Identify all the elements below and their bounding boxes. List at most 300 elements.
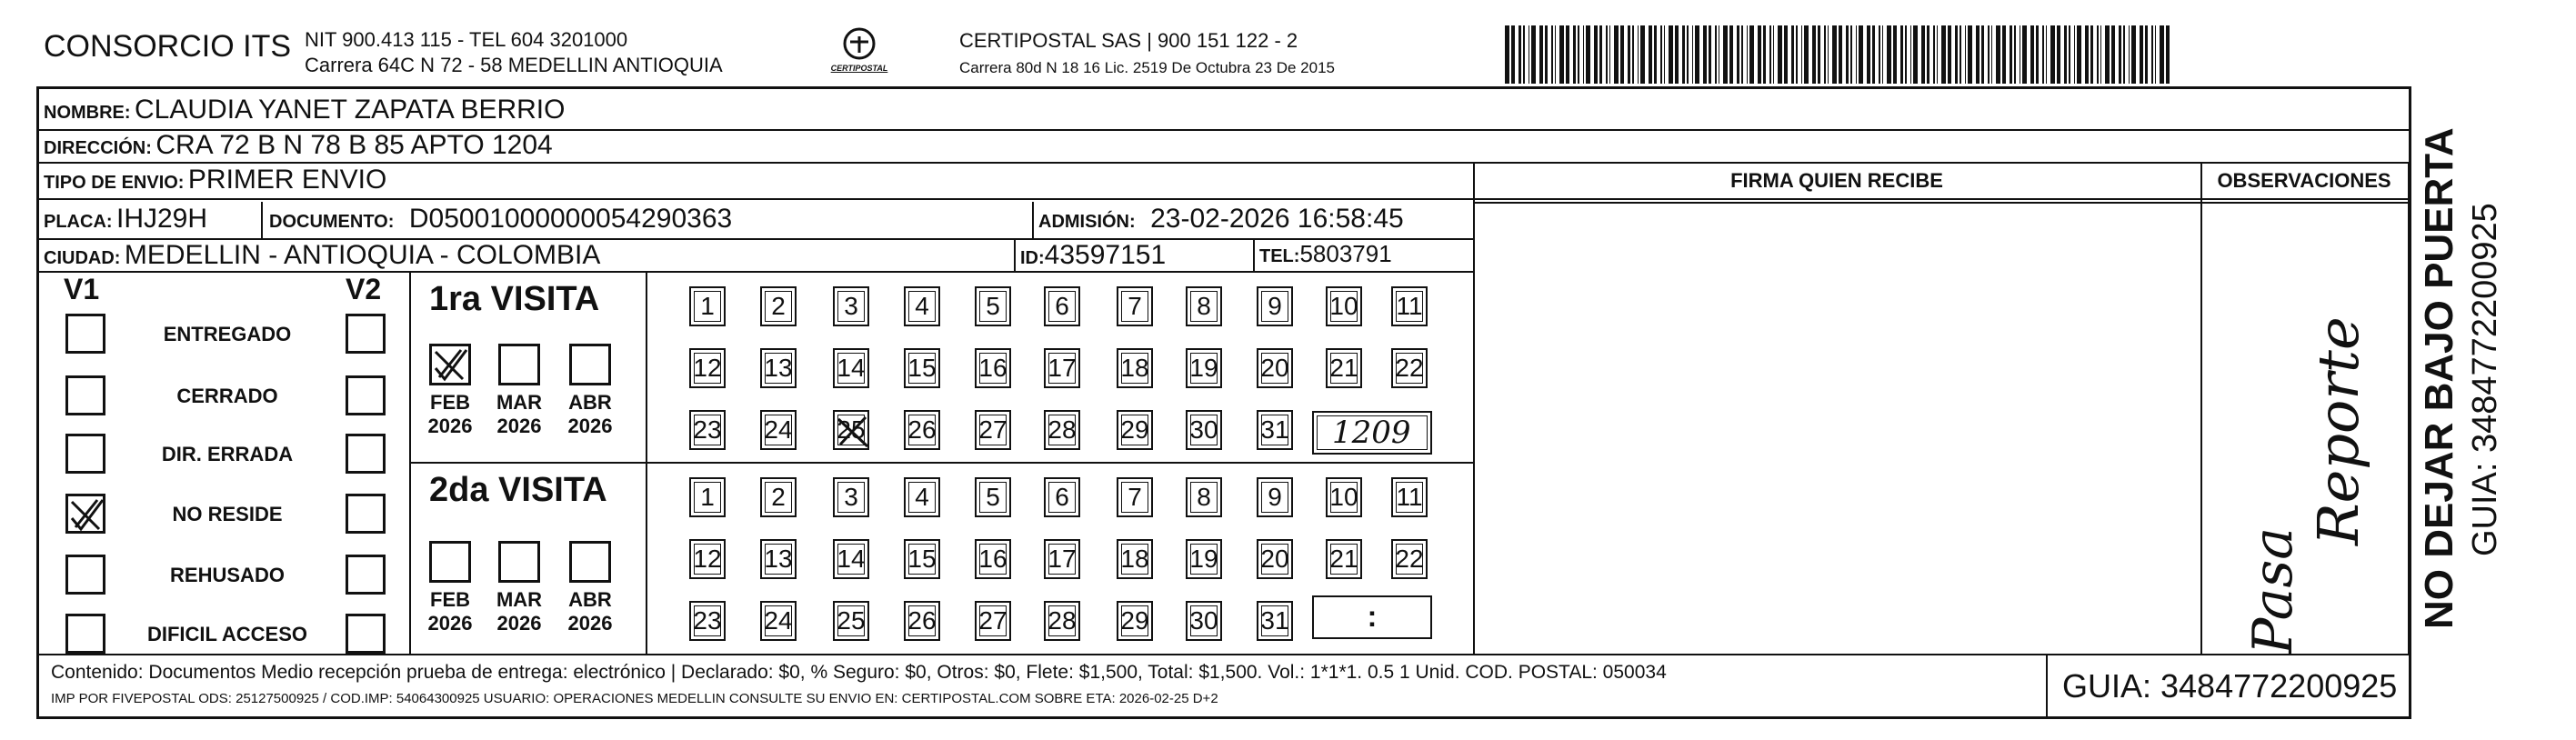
barcode-bar xyxy=(1910,25,1911,84)
barcode-bar xyxy=(2090,25,2093,84)
barcode-bar xyxy=(1812,25,1816,84)
month-checkbox[interactable] xyxy=(429,344,471,385)
barcode-bar xyxy=(1991,25,1992,84)
day-cell[interactable] xyxy=(1186,539,1222,579)
day-cell[interactable] xyxy=(760,477,797,517)
barcode xyxy=(1505,25,2178,84)
observaciones-label: OBSERVACIONES xyxy=(2217,169,2391,192)
barcode-bar xyxy=(1937,25,1938,84)
day-number: 7 xyxy=(1128,483,1142,511)
barcode-bar xyxy=(1555,25,1556,84)
barcode-bar xyxy=(2057,25,2060,84)
divider xyxy=(2046,654,2048,719)
direccion-row xyxy=(44,130,553,161)
barcode-bar xyxy=(1606,25,1608,84)
day-cell[interactable] xyxy=(1326,286,1362,326)
month-name: MAR xyxy=(496,391,543,414)
day-cell[interactable] xyxy=(833,410,869,450)
day-number: 22 xyxy=(1395,354,1424,382)
day-number: 2 xyxy=(771,483,786,511)
barcode-bar xyxy=(2129,25,2130,84)
barcode-bar xyxy=(1551,25,1553,84)
barcode-bar xyxy=(1965,25,1966,84)
barcode-bar xyxy=(1583,25,1584,84)
day-number: 31 xyxy=(1260,415,1289,444)
day-cell[interactable] xyxy=(1117,539,1153,579)
day-number: 4 xyxy=(915,483,929,511)
day-number: 13 xyxy=(764,354,793,382)
barcode-bar xyxy=(1850,25,1852,84)
day-number: 23 xyxy=(693,415,722,444)
day-cell[interactable] xyxy=(904,477,940,517)
barcode-bar xyxy=(1913,25,1918,84)
day-number: 25 xyxy=(837,606,866,635)
month-name: ABR xyxy=(568,588,612,611)
month-year: 2026 xyxy=(496,612,542,635)
month-name: ABR xyxy=(568,391,612,414)
divider xyxy=(36,162,2411,164)
nit-line: NIT 900.413 115 - TEL 604 3201000 xyxy=(305,28,628,51)
day-cell[interactable] xyxy=(1326,477,1362,517)
day-number: 17 xyxy=(1047,545,1077,573)
day-number: 12 xyxy=(693,354,722,382)
barcode-bar xyxy=(1628,25,1630,84)
documento-label: DOCUMENTO: xyxy=(269,212,395,232)
divider xyxy=(36,271,1473,273)
barcode-bar xyxy=(1638,25,1639,84)
barcode-bar xyxy=(1741,25,1743,84)
barcode-bar xyxy=(1867,25,1870,84)
day-cell[interactable] xyxy=(904,410,940,450)
day-number: 10 xyxy=(1329,483,1358,511)
barcode-bar xyxy=(2010,25,2012,84)
day-number: 15 xyxy=(907,354,937,382)
v1-checkbox[interactable] xyxy=(65,375,105,415)
day-cell[interactable] xyxy=(1186,477,1222,517)
barcode-bar xyxy=(1649,25,1652,84)
logo-emblem-icon xyxy=(841,25,877,62)
day-cell[interactable] xyxy=(760,286,797,326)
day-cell[interactable] xyxy=(833,286,869,326)
day-number: 26 xyxy=(907,415,937,444)
day-cell[interactable] xyxy=(975,410,1011,450)
day-number: 2 xyxy=(771,292,786,320)
day-number: 25 xyxy=(837,415,866,444)
day-cell[interactable] xyxy=(904,348,940,388)
day-cell[interactable] xyxy=(760,410,797,450)
barcode-bar xyxy=(1545,25,1548,84)
status-label: DIFICIL ACCESO xyxy=(146,623,307,645)
day-cell[interactable] xyxy=(904,601,940,641)
day-cell[interactable] xyxy=(1117,601,1153,641)
barcode-bar xyxy=(1511,25,1515,84)
barcode-bar xyxy=(1778,25,1782,84)
day-number: 20 xyxy=(1260,354,1289,382)
divider xyxy=(1473,198,2411,200)
barcode-bar xyxy=(1703,25,1707,84)
tel-row xyxy=(1259,240,1392,268)
barcode-bar xyxy=(1976,25,1980,84)
barcode-bar xyxy=(1988,25,1990,84)
day-cell[interactable] xyxy=(833,601,869,641)
day-number: 18 xyxy=(1120,545,1149,573)
day-cell[interactable] xyxy=(1391,477,1428,517)
barcode-bar xyxy=(1559,25,1564,84)
barcode-bar xyxy=(2119,25,2121,84)
barcode-bar xyxy=(1758,25,1761,84)
barcode-bar xyxy=(1955,25,1958,84)
barcode-bar xyxy=(1599,25,1602,84)
footer-contenido: Contenido: Documentos Medio recepción prueba de entrega: electrónico | Declarado: $0, % Seguro: $0, Otros: $0, Flete: $1,500, Total: $1,500. Vol.: 1*1*1. 0.5 1 Unid. COD. POSTAL: 050034 xyxy=(51,662,1667,683)
day-number: 8 xyxy=(1197,292,1211,320)
firma-header xyxy=(1473,169,2200,193)
day-cell[interactable] xyxy=(1044,348,1080,388)
barcode-bar xyxy=(1824,25,1826,84)
day-cell[interactable] xyxy=(904,539,940,579)
day-cell[interactable] xyxy=(689,539,726,579)
barcode-bar xyxy=(1801,25,1802,84)
month-checkbox[interactable] xyxy=(498,344,540,385)
id-value: 43597151 xyxy=(1044,240,1167,270)
day-cell[interactable] xyxy=(833,539,869,579)
day-cell[interactable] xyxy=(1257,286,1293,326)
barcode-bar xyxy=(1632,25,1634,84)
day-cell[interactable] xyxy=(760,539,797,579)
barcode-bar xyxy=(2085,25,2089,84)
company-name: CONSORCIO ITS xyxy=(44,29,292,64)
admision-row xyxy=(1038,204,1404,235)
day-cell[interactable] xyxy=(1186,410,1222,450)
barcode-bar xyxy=(2145,25,2148,84)
observation-handwriting-1: Pasa xyxy=(2241,526,2305,655)
day-number: 22 xyxy=(1395,545,1424,573)
barcode-bar xyxy=(1675,25,1679,84)
barcode-bar xyxy=(2131,25,2136,84)
barcode-bar xyxy=(1723,25,1728,84)
certipostal-logo-icon xyxy=(814,25,905,89)
barcode-bar xyxy=(2064,25,2067,84)
barcode-bar xyxy=(2160,25,2164,84)
day-cell[interactable] xyxy=(1117,348,1153,388)
barcode-bar xyxy=(1784,25,1788,84)
barcode-bar xyxy=(1578,25,1579,84)
barcode-bar xyxy=(1519,25,1521,84)
barcode-bar xyxy=(1900,25,1903,84)
v2-header: V2 xyxy=(346,273,382,305)
day-number: 29 xyxy=(1120,415,1149,444)
nombre-row xyxy=(44,95,565,125)
divider xyxy=(2408,162,2410,654)
day-number: 9 xyxy=(1268,483,1282,511)
day-number: 16 xyxy=(978,545,1007,573)
day-cell[interactable] xyxy=(1257,348,1293,388)
barcode-bar xyxy=(1818,25,1820,84)
day-number: 27 xyxy=(978,415,1007,444)
barcode-bar xyxy=(1882,25,1883,84)
barcode-bar xyxy=(1773,25,1774,84)
side-warning: NO DEJAR BAJO PUERTA xyxy=(2417,127,2461,629)
logo-text: CERTIPOSTAL xyxy=(830,64,888,73)
footer-guia: GUIA: 3484772200925 xyxy=(2062,667,2398,705)
direccion-label: DIRECCIÓN: xyxy=(44,138,152,158)
day-cell[interactable] xyxy=(833,477,869,517)
id-row xyxy=(1020,240,1166,271)
v1-checkbox[interactable] xyxy=(65,614,105,654)
month-name: MAR xyxy=(496,588,543,611)
day-number: 28 xyxy=(1047,606,1077,635)
barcode-bar xyxy=(2022,25,2027,84)
day-number: 3 xyxy=(844,483,858,511)
observation-handwriting-2: Reporte xyxy=(2305,316,2371,545)
month-checkbox[interactable] xyxy=(429,541,471,583)
v2-checkbox[interactable] xyxy=(346,555,386,595)
day-number: 28 xyxy=(1047,415,1077,444)
barcode-bar xyxy=(1614,25,1619,84)
day-cell[interactable] xyxy=(1186,348,1222,388)
divider xyxy=(1473,162,1475,654)
day-cell[interactable] xyxy=(1257,539,1293,579)
day-cell[interactable] xyxy=(1044,477,1080,517)
visit2-time-box[interactable] xyxy=(1312,595,1432,639)
day-cell[interactable] xyxy=(689,410,726,450)
v2-checkbox[interactable] xyxy=(346,314,386,354)
barcode-bar xyxy=(1609,25,1610,84)
tipo-row xyxy=(44,165,386,195)
barcode-bar xyxy=(1859,25,1863,84)
month-name: FEB xyxy=(430,588,470,611)
day-cell[interactable] xyxy=(1186,286,1222,326)
barcode-bar xyxy=(2151,25,2153,84)
barcode-bar xyxy=(1893,25,1897,84)
barcode-bar xyxy=(1664,25,1665,84)
barcode-bar xyxy=(1539,25,1543,84)
v2-checkbox[interactable] xyxy=(346,494,386,534)
day-cell[interactable] xyxy=(1391,348,1428,388)
v2-checkbox[interactable] xyxy=(346,434,386,474)
day-cell[interactable] xyxy=(1257,601,1293,641)
day-cell[interactable] xyxy=(1117,410,1153,450)
day-number: 14 xyxy=(837,545,866,573)
documento-row xyxy=(269,204,732,235)
barcode-bar xyxy=(1709,25,1711,84)
observaciones-header xyxy=(2200,169,2408,193)
barcode-bar xyxy=(1586,25,1590,84)
documento-value: D05001000000054290363 xyxy=(408,204,733,234)
barcode-bar xyxy=(2155,25,2156,84)
barcode-bar xyxy=(1839,25,1842,84)
day-number: 18 xyxy=(1120,354,1149,382)
barcode-bar xyxy=(1640,25,1645,84)
day-number: 5 xyxy=(986,292,1000,320)
barcode-bar xyxy=(1682,25,1685,84)
barcode-bar xyxy=(1941,25,1946,84)
visit1-time-box[interactable] xyxy=(1312,411,1432,455)
day-number: 11 xyxy=(1396,483,1423,511)
day-number: 17 xyxy=(1047,354,1077,382)
barcode-bar xyxy=(1933,25,1935,84)
month-label xyxy=(492,391,546,438)
day-cell[interactable] xyxy=(975,539,1011,579)
tel-value: 5803791 xyxy=(1299,240,1392,267)
day-cell[interactable] xyxy=(689,477,726,517)
day-number: 1 xyxy=(700,292,715,320)
barcode-bar xyxy=(1687,25,1689,84)
status-label: REHUSADO xyxy=(170,564,285,586)
day-number: 31 xyxy=(1260,606,1289,635)
day-cell[interactable] xyxy=(1326,348,1362,388)
barcode-bar xyxy=(2111,25,2115,84)
day-number: 9 xyxy=(1268,292,1282,320)
day-number: 11 xyxy=(1396,292,1423,320)
day-number: 16 xyxy=(978,354,1007,382)
day-cell[interactable] xyxy=(760,601,797,641)
barcode-bar xyxy=(2140,25,2143,84)
barcode-bar xyxy=(1747,25,1748,84)
visit1-time-value: 1209 xyxy=(1332,415,1411,451)
day-cell[interactable] xyxy=(689,348,726,388)
barcode-bar xyxy=(1594,25,1598,84)
barcode-bar xyxy=(1654,25,1657,84)
company-address: Carrera 64C N 72 - 58 MEDELLIN ANTIOQUIA xyxy=(305,54,723,76)
day-cell[interactable] xyxy=(833,348,869,388)
day-number: 26 xyxy=(907,606,937,635)
status-label: ENTREGADO xyxy=(163,323,292,345)
day-cell[interactable] xyxy=(1391,286,1428,326)
barcode-bar xyxy=(1523,25,1525,84)
month-name: FEB xyxy=(430,391,470,414)
day-number: 6 xyxy=(1055,483,1069,511)
day-cell[interactable] xyxy=(1044,286,1080,326)
month-label xyxy=(492,588,546,635)
day-cell[interactable] xyxy=(689,601,726,641)
footer-imp: IMP POR FIVEPOSTAL ODS: 25127500925 / COD.IMP: 54064300925 USUARIO: OPERACIONES MEDELLIN CONSULTE SU ENVIO EN: CERTIPOSTAL.COM SOBRE ETA: 2026-02-25 D+2 xyxy=(51,691,1218,706)
ciudad-value: MEDELLIN - ANTIOQUIA - COLOMBIA xyxy=(124,240,601,270)
barcode-bar xyxy=(1695,25,1699,84)
month-label xyxy=(563,391,617,438)
month-year: 2026 xyxy=(567,415,613,437)
month-checkbox[interactable] xyxy=(569,541,611,583)
barcode-bar xyxy=(1968,25,1972,84)
barcode-bar xyxy=(1879,25,1880,84)
day-cell[interactable] xyxy=(975,286,1011,326)
month-checkbox[interactable] xyxy=(498,541,540,583)
v1-checkbox[interactable] xyxy=(65,314,105,354)
day-number: 29 xyxy=(1120,606,1149,635)
day-number: 24 xyxy=(764,415,793,444)
day-number: 7 xyxy=(1128,292,1142,320)
day-cell[interactable] xyxy=(1257,410,1293,450)
day-number: 8 xyxy=(1197,483,1211,511)
day-cell[interactable] xyxy=(904,286,940,326)
v1-checkbox[interactable] xyxy=(65,434,105,474)
barcode-bar xyxy=(1796,25,1798,84)
divider xyxy=(1253,238,1255,271)
barcode-bar xyxy=(1769,25,1771,84)
certipostal-info xyxy=(959,27,1335,82)
barcode-bar xyxy=(1763,25,1766,84)
day-cell[interactable] xyxy=(1186,601,1222,641)
barcode-bar xyxy=(1566,25,1569,84)
barcode-bar xyxy=(1905,25,1907,84)
barcode-bar xyxy=(1921,25,1925,84)
day-cell[interactable] xyxy=(1044,539,1080,579)
admision-value: 23-02-2026 16:58:45 xyxy=(1150,204,1404,234)
barcode-bar xyxy=(2105,25,2110,84)
day-cell[interactable] xyxy=(760,348,797,388)
barcode-bar xyxy=(1531,25,1536,84)
day-number: 15 xyxy=(907,545,937,573)
barcode-bar xyxy=(2002,25,2006,84)
day-cell[interactable] xyxy=(1326,539,1362,579)
barcode-bar xyxy=(1660,25,1662,84)
day-cell[interactable] xyxy=(975,348,1011,388)
barcode-bar xyxy=(1856,25,1857,84)
barcode-bar xyxy=(1948,25,1951,84)
tipo-value: PRIMER ENVIO xyxy=(187,165,387,195)
placa-row xyxy=(44,204,207,235)
day-cell[interactable] xyxy=(1117,286,1153,326)
status-label: NO RESIDE xyxy=(172,503,283,525)
day-cell[interactable] xyxy=(1044,601,1080,641)
barcode-bar xyxy=(1846,25,1849,84)
day-number: 5 xyxy=(986,483,1000,511)
day-cell[interactable] xyxy=(1391,539,1428,579)
placa-value: IHJ29H xyxy=(116,204,208,234)
barcode-bar xyxy=(2077,25,2081,84)
divider xyxy=(36,198,1473,200)
day-number: 6 xyxy=(1055,292,1069,320)
id-label: ID: xyxy=(1020,248,1045,268)
day-cell[interactable] xyxy=(1117,477,1153,517)
day-cell[interactable] xyxy=(1044,410,1080,450)
barcode-bar xyxy=(2074,25,2075,84)
v1-checkbox[interactable] xyxy=(65,494,105,534)
barcode-bar xyxy=(1669,25,1673,84)
day-number: 12 xyxy=(693,545,722,573)
barcode-bar xyxy=(2050,25,2055,84)
month-year: 2026 xyxy=(427,612,473,635)
cross-mark-icon xyxy=(835,412,871,452)
barcode-bar xyxy=(2097,25,2099,84)
month-label xyxy=(423,391,477,438)
barcode-bar xyxy=(1791,25,1794,84)
day-number: 21 xyxy=(1329,545,1358,573)
barcode-bar xyxy=(2014,25,2016,84)
day-cell[interactable] xyxy=(975,601,1011,641)
v2-checkbox[interactable] xyxy=(346,375,386,415)
placa-label: PLACA: xyxy=(44,212,113,232)
v2-checkbox[interactable] xyxy=(346,614,386,654)
v1-header: V1 xyxy=(64,273,100,305)
visit1-title: 1ra VISITA xyxy=(429,280,600,318)
day-cell[interactable] xyxy=(1257,477,1293,517)
check-mark-icon xyxy=(432,346,468,383)
barcode-bar xyxy=(2042,25,2044,84)
month-checkbox[interactable] xyxy=(569,344,611,385)
day-cell[interactable] xyxy=(689,286,726,326)
day-number: 14 xyxy=(837,354,866,382)
barcode-bar xyxy=(1749,25,1754,84)
company-info xyxy=(305,27,723,78)
v1-checkbox[interactable] xyxy=(65,555,105,595)
barcode-bar xyxy=(1981,25,1984,84)
month-label xyxy=(563,588,617,635)
day-cell[interactable] xyxy=(975,477,1011,517)
barcode-bar xyxy=(1927,25,1929,84)
status-label: DIR. ERRADA xyxy=(161,443,294,465)
ciudad-label: CIUDAD: xyxy=(44,248,121,268)
status-label: CERRADO xyxy=(176,385,278,407)
